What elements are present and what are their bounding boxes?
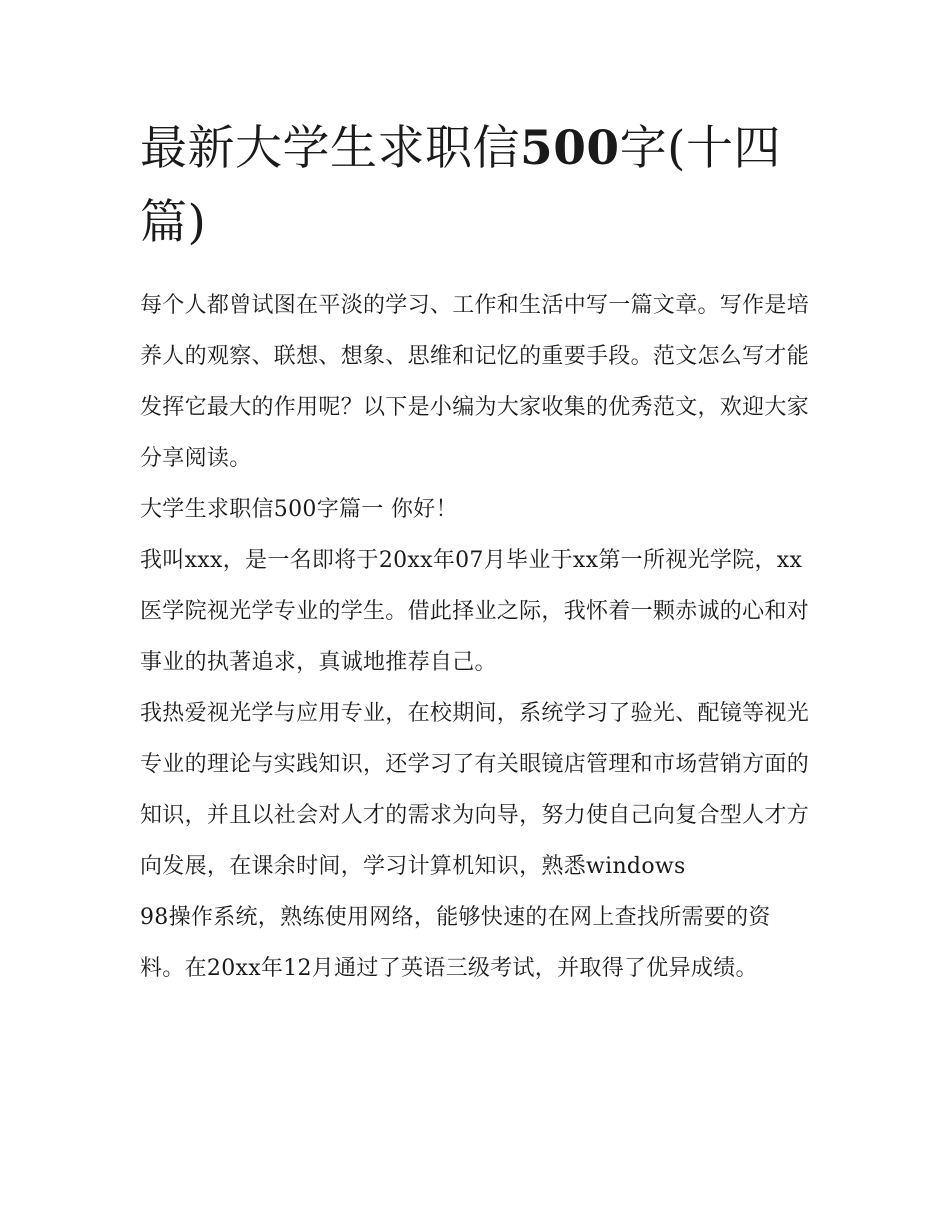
document-body: [140, 280, 815, 994]
study-paragraph: 我热爱视光学与应用专业，在校期间，系统学习了验光、配镜等视光专业的理论与实践知识，还学习了有关眼镜店管理和市场营销方面的知识，并且以社会对人才的需求为向导，努力使自己向复合型人才方向发展，在课余时间，学习计算机知识，熟悉windows: [140, 701, 810, 879]
intro-paragraph: 每个人都曾试图在平淡的学习、工作和生活中写一篇文章。写作是培养人的观察、联想、想象、思维和记忆的重要手段。范文怎么写才能发挥它最大的作用呢？以下是小编为大家收集的优秀范文，欢迎大家分享阅读。: [140, 293, 810, 471]
document-title: 最新大学生求职信500字(十四篇): [140, 121, 781, 250]
section-heading-paragraph: 大学生求职信500字篇一 你好！: [140, 497, 458, 522]
skills-paragraph: 98操作系统，熟练使用网络，能够快速的在网上查找所需要的资料。在20xx年12月通过了英语三级考试，并取得了优异成绩。: [140, 905, 771, 981]
self-introduction-paragraph: 我叫xxx，是一名即将于20xx年07月毕业于xx第一所视光学院，xx医学院视光学专业的学生。借此择业之际，我怀着一颗赤诚的心和对事业的执著追求，真诚地推荐自己。: [140, 548, 810, 675]
document-page: [140, 112, 815, 994]
